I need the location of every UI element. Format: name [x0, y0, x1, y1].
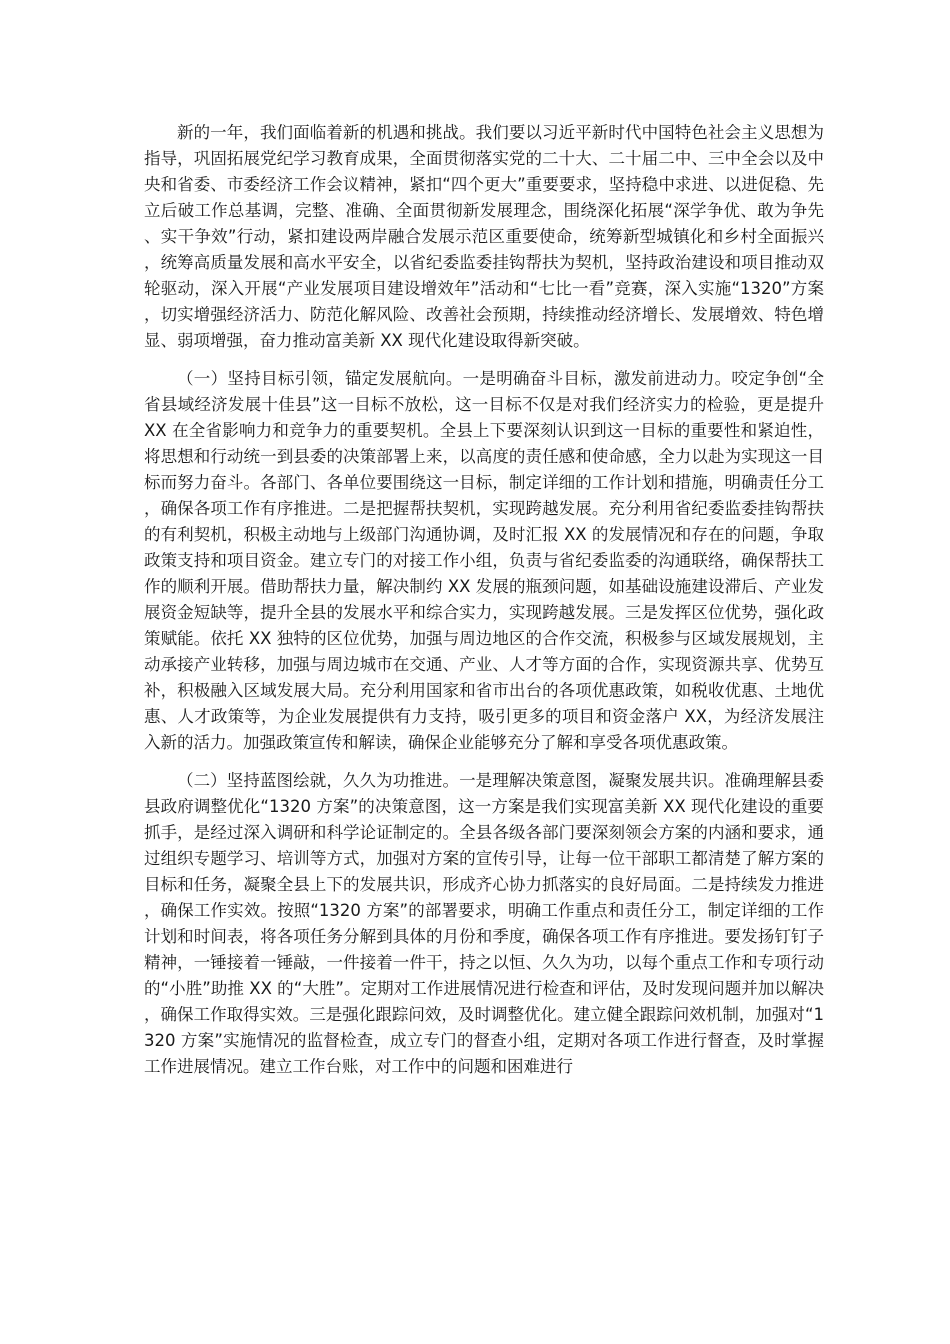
paragraph-intro: 新的一年，我们面临着新的机遇和挑战。我们要以习近平新时代中国特色社会主义思想为指导，巩固拓展党纪学习教育成果，全面贯彻落实党的二十大、二十届二中、三中全会以及中央和省委、市委经济工作会议精神，紧扣“四个更大”重要要求，坚持稳中求进、以进促稳、先立后破工作总基调，完整、准确、全面贯彻新发展理念，围绕深化拓展“深学争优、敢为争先、实干争效”行动，紧扣建设两岸融合发展示范区重要使命，统筹新型城镇化和乡村全面振兴，统筹高质量发展和高水平安全，以省纪委监委挂钩帮扶为契机，坚持政治建设和项目推动双轮驱动，深入开展“产业发展项目建设增效年”活动和“七比一看”竞赛，深入实施“1320”方案，切实增强经济活力、防范化解风险、改善社会预期，持续推动经济增长、发展增效、特色增显、弱项增强，奋力推动富美新 XX 现代化建设取得新突破。 — [144, 123, 824, 350]
paragraph-section-one: （一）坚持目标引领，锚定发展航向。一是明确奋斗目标，激发前进动力。咬定争创“全省县域经济发展十佳县”这一目标不放松，这一目标不仅是对我们经济实力的检验，更是提升 XX 在全省影响力和竞争力的重要契机。全县上下要深刻认识到这一目标的重要性和紧迫性，将思想和行动统一到县委的决策部署上来，以高度的责任感和使命感，全力以赴为实现这一目标而努力奋斗。各部门、各单位要围绕这一目标，制定详细的工作计划和措施，明确责任分工，确保各项工作有序推进。二是把握帮扶契机，实现跨越发展。充分利用省纪委监委挂钩帮扶的有利契机，积极主动地与上级部门沟通协调，及时汇报 XX 的发展情况和存在的问题，争取政策支持和项目资金。建立专门的对接工作小组，负责与省纪委监委的沟通联络，确保帮扶工作的顺利开展。借助帮扶力量，解决制约 XX 发展的瓶颈问题，如基础设施建设滞后、产业发展资金短缺等，提升全县的发展水平和综合实力，实现跨越发展。三是发挥区位优势，强化政策赋能。依托 XX 独特的区位优势，加强与周边地区的合作交流，积极参与区域发展规划，主动承接产业转移，加强与周边城市在交通、产业、人才等方面的合作，实现资源共享、优势互补，积极融入区域发展大局。充分利用国家和省市出台的各项优惠政策，如税收优惠、土地优惠、人才政策等，为企业发展提供有力支持，吸引更多的项目和资金落户 XX，为经济发展注入新的活力。加强政策宣传和解读，确保企业能够充分了解和享受各项优惠政策。 — [144, 369, 824, 752]
document-body — [144, 120, 824, 1080]
paragraph-section-two: （二）坚持蓝图绘就，久久为功推进。一是理解决策意图，凝聚发展共识。准确理解县委县政府调整优化“1320 方案”的决策意图，这一方案是我们实现富美新 XX 现代化建设的重要抓手，是经过深入调研和科学论证制定的。全县各级各部门要深刻领会方案的内涵和要求，通过组织专题学习、培训等方式，加强对方案的宣传引导，让每一位干部职工都清楚了解方案的目标和任务，凝聚全县上下的发展共识，形成齐心协力抓落实的良好局面。二是持续发力推进，确保工作实效。按照“1320 方案”的部署要求，明确工作重点和责任分工，制定详细的工作计划和时间表，将各项任务分解到具体的月份和季度，确保各项工作有序推进。要发扬钉钉子精神，一锤接着一锤敲，一件接着一件干，持之以恒、久久为功，以每个重点工作和专项行动的“小胜”助推 XX 的“大胜”。定期对工作进展情况进行检查和评估，及时发现问题并加以解决，确保工作取得实效。三是强化跟踪问效，及时调整优化。建立健全跟踪问效机制，加强对“1320 方案”实施情况的监督检查，成立专门的督查小组，定期对各项工作进行督查，及时掌握工作进展情况。建立工作台账，对工作中的问题和困难进行 — [144, 771, 824, 1076]
